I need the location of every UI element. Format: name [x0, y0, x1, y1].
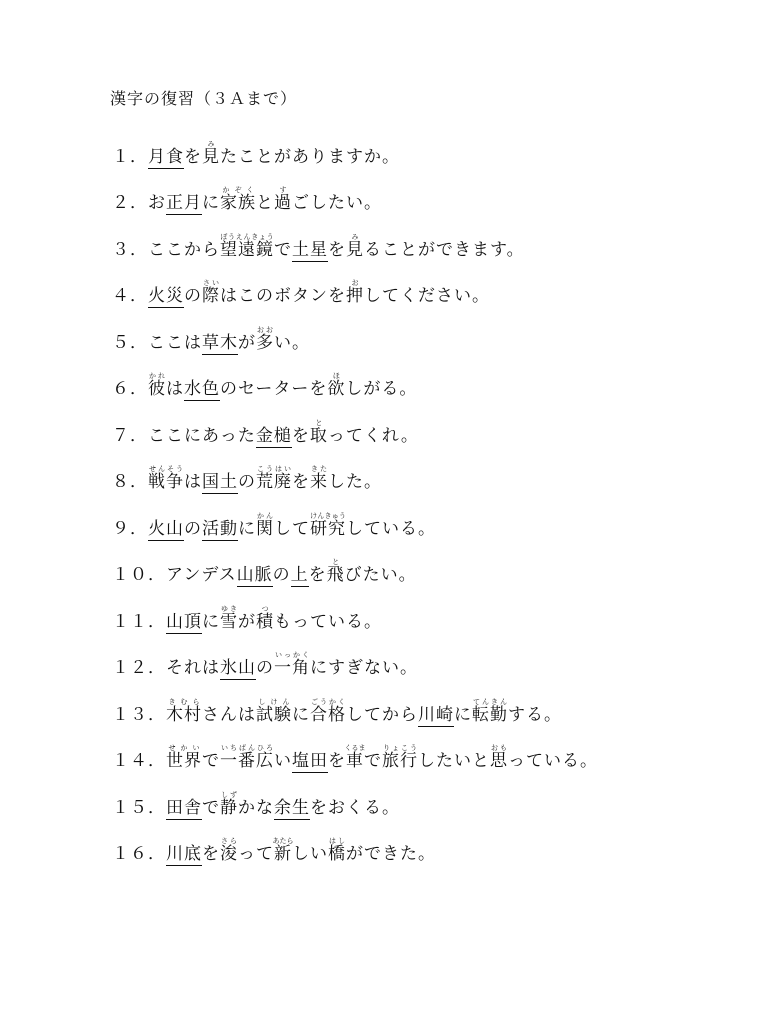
question-item	[112, 640, 752, 687]
question-number: ５．	[112, 332, 148, 353]
question-sentence: 戦争せんそうは国土の荒廃こうはいを来きたした。	[148, 465, 382, 492]
question-sentence: 田舎で静しずかな余生をおくる。	[166, 790, 400, 818]
question-number: ８．	[112, 472, 148, 492]
question-sentence: それは氷山の一角いっかくにすぎない。	[166, 651, 418, 678]
question-number: ２．	[112, 193, 148, 213]
question-item	[112, 314, 752, 361]
question-number: ４．	[112, 286, 148, 306]
question-item	[112, 175, 752, 222]
question-number: １５．	[112, 797, 166, 818]
question-item	[112, 221, 752, 268]
question-sentence: 月食を見みたことがありますか。	[148, 139, 400, 167]
question-sentence: 彼かれは水色のセーターを欲ほしがる。	[148, 372, 418, 399]
question-number: １．	[112, 146, 148, 167]
question-number: １６．	[112, 844, 166, 864]
question-number: ７．	[112, 425, 148, 446]
question-number: １４．	[112, 751, 166, 771]
question-sentence: 火災の際さいはこのボタンを押おしてください。	[148, 279, 490, 306]
question-number: １２．	[112, 658, 166, 678]
question-item	[112, 500, 752, 547]
question-item	[112, 826, 752, 873]
question-number: ３．	[112, 239, 148, 260]
question-item	[112, 361, 752, 408]
question-item	[112, 733, 752, 780]
question-sentence: ここから望遠鏡ぼうえんきょうで土星を見みることができます。	[148, 232, 525, 260]
question-sentence: 世界せかいで一番広いちばんひろい塩田を車くるまで旅行りょこうしたいと思おもっている。	[166, 744, 598, 771]
question-list	[112, 128, 752, 872]
question-sentence: 木村きむらさんは試験しけんに合格ごうかくしてから川崎に転勤てんきんする。	[166, 697, 562, 725]
question-sentence: アンデス山脈の上を飛とびたい。	[166, 558, 417, 585]
question-sentence: 火山の活動に関かんして研究けんきゅうしている。	[148, 511, 436, 539]
question-sentence: 山頂に雪ゆきが積つもっている。	[166, 604, 382, 632]
question-item	[112, 268, 752, 315]
question-item	[112, 454, 752, 501]
question-item	[112, 779, 752, 826]
question-item	[112, 686, 752, 733]
question-item	[112, 547, 752, 594]
question-number: １１．	[112, 611, 166, 632]
question-item	[112, 407, 752, 454]
question-item	[112, 593, 752, 640]
question-number: ６．	[112, 379, 148, 399]
question-number: ９．	[112, 518, 148, 539]
question-sentence: お正月に家族かぞくと過すごしたい。	[148, 186, 382, 213]
question-number: １３．	[112, 704, 166, 725]
question-item	[112, 128, 752, 175]
question-sentence: ここは草木が多おおい。	[148, 325, 310, 353]
question-number: １０．	[112, 565, 166, 585]
question-sentence: 川底を浚さらって新あたらしい橋はしができた。	[166, 837, 436, 864]
worksheet-title: 漢字の復習（３Ａまで）	[110, 89, 298, 108]
question-sentence: ここにあった金槌を取とってくれ。	[148, 418, 419, 446]
